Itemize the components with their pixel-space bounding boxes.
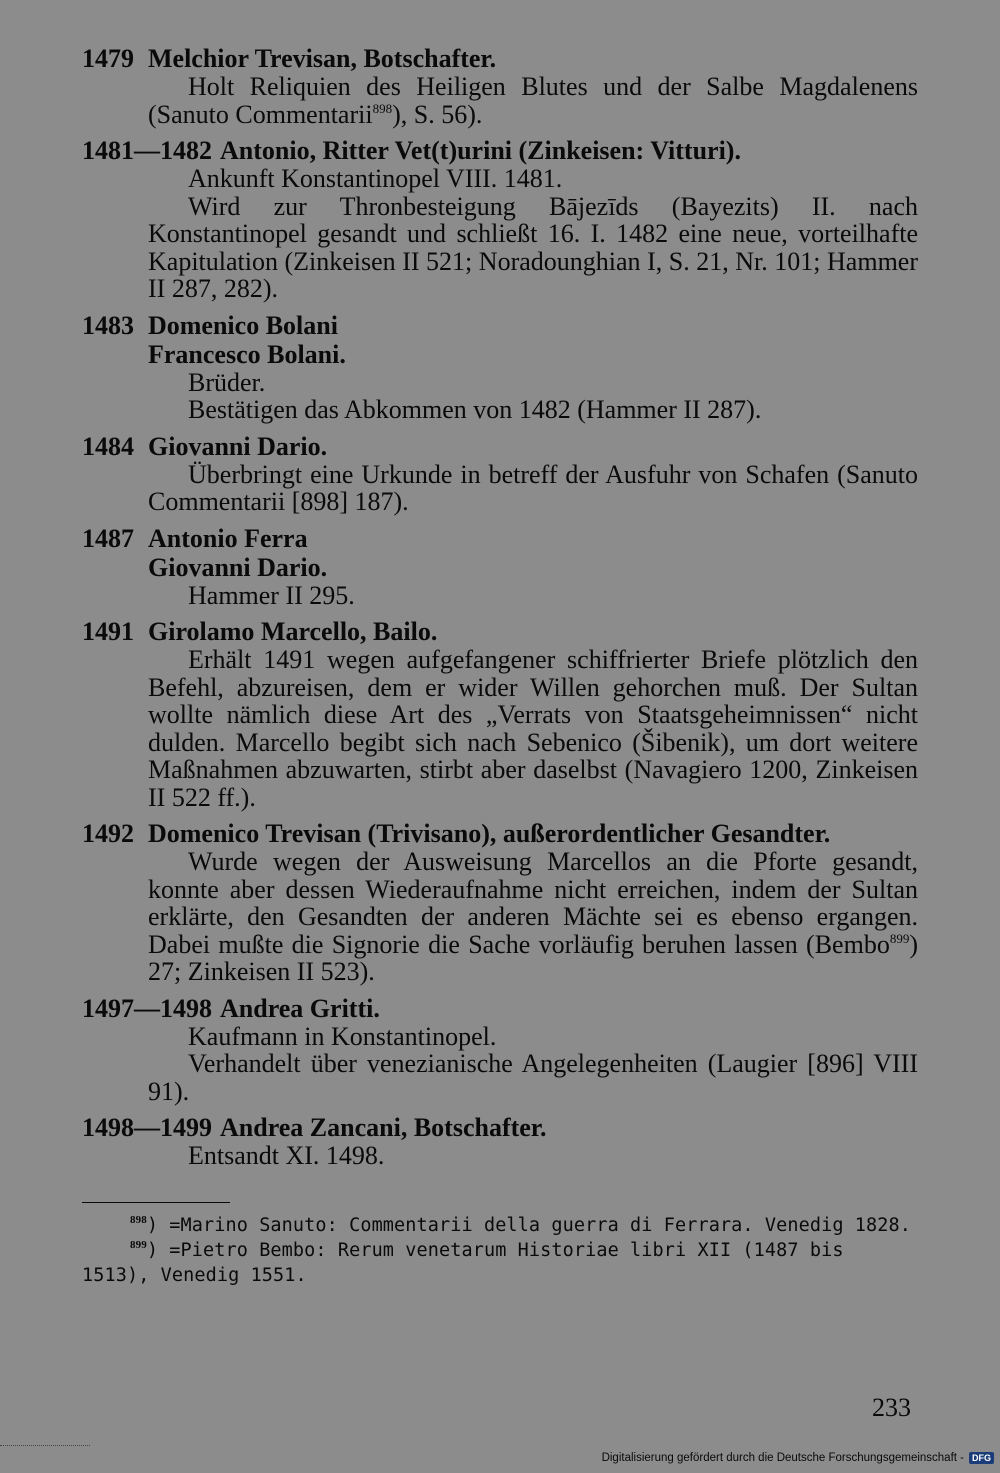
entry-year: 1498—1499 <box>82 1113 212 1142</box>
footnote <box>82 1238 918 1288</box>
envoy-name: Andrea Gritti. <box>220 993 380 1023</box>
entry-text <box>82 193 918 303</box>
entry-text-part: Hammer II 295. <box>188 580 355 610</box>
entry-text <box>82 369 918 397</box>
footnote-ref: 898 <box>372 100 393 116</box>
entry-text <box>82 396 918 424</box>
entry-year: 1497—1498 <box>82 993 212 1023</box>
entry <box>82 994 918 1106</box>
entry <box>82 311 918 424</box>
entry <box>82 617 918 811</box>
entry-text-part: Kaufmann in Konstantinopel. <box>188 1021 497 1051</box>
entry-heading <box>82 524 918 553</box>
entry-text-part: Überbringt eine Urkunde in betreff der Ausfuhr von Schafen (Sanuto Commentarii [898] 187). <box>148 459 918 516</box>
footnote-rule <box>82 1202 230 1203</box>
entry-text-part: Wird zur Thronbesteigung Bājezīds (Bayezits) II. nach Konstantinopel gesandt und schließt 16. I. 1482 eine neue, vorteilhafte Kapitulation (Zinkeisen II 521; Noradounghian I, S. 21, Nr. 101; Hammer II 287, 282). <box>148 191 918 303</box>
entry-text <box>82 165 918 193</box>
envoy-name: Francesco Bolani. <box>148 339 346 369</box>
entry-text-part: Holt Reliquien des Heiligen Blutes und der Salbe Magdalenens (Sanuto Commentarii <box>148 72 918 129</box>
entry-text <box>82 73 918 128</box>
page-number: 233 <box>872 1393 911 1422</box>
entry-heading <box>82 1113 918 1142</box>
scan-credit-text: Digitalisierung gefördert durch die Deutsche Forschungsgemeinschaft - <box>601 1452 964 1464</box>
entry <box>82 44 918 128</box>
entry <box>82 136 918 303</box>
entry-text-part: Brüder. <box>188 367 266 397</box>
entry-text-part: ), S. 56). <box>392 99 483 129</box>
scan-credit <box>602 1452 994 1464</box>
entry-heading <box>82 311 918 340</box>
entry-text-part: ) 27; Zinkeisen II 523). <box>148 929 918 986</box>
envoy-name: Giovanni Dario. <box>148 431 328 461</box>
entry-year: 1481—1482 <box>82 136 212 165</box>
envoy-name: Domenico Bolani <box>148 310 338 340</box>
entry-text <box>82 461 918 516</box>
entry-text-part: Entsandt XI. 1498. <box>188 1141 385 1170</box>
entry-year: 1487 <box>82 523 134 553</box>
scan-artifact <box>0 1445 90 1450</box>
footnotes <box>82 1213 918 1288</box>
entry-year: 1491 <box>82 617 134 646</box>
entry-text-part: Erhält 1491 wegen aufgefangener schiffrierter Briefe plötzlich den Befehl, abzureisen, dem er wider Willen gehorchen muß. Der Sultan wollte nämlich diese Art des „Verrats von Staatsgeheimnissen“ nicht dulden. Marcello begibt sich nach Sebenico (Šibenik), um dort weitere Maßnahmen abzuwarten, stirbt aber daselbst (Navagiero 1200, Zinkeisen II 522 ff.). <box>148 645 918 812</box>
entry <box>82 819 918 986</box>
entry-text <box>82 1142 918 1170</box>
entry-text <box>82 1050 918 1105</box>
footnote <box>82 1213 918 1238</box>
entry-heading <box>82 819 918 848</box>
envoy-name: Giovanni Dario. <box>148 552 328 582</box>
footnote-ref: 899 <box>889 930 910 946</box>
entry-heading <box>82 432 918 461</box>
document-page <box>82 44 918 1288</box>
envoy-name: Melchior Trevisan, Botschafter. <box>148 44 497 73</box>
entry-text <box>82 582 918 610</box>
entry-text-part: Wurde wegen der Ausweisung Marcellos an die Pforte gesandt, konnte aber dessen Wiederaufnahme nicht erreichen, indem der Sultan erklärte, den Gesandten der anderen Mächte sei es ebenso ergangen. Dabei mußte die Signorie die Sache vorläufig beruhen lassen (Bembo <box>148 847 918 959</box>
entry-year: 1492 <box>82 819 134 848</box>
envoy-name: Andrea Zancani, Botschafter. <box>220 1113 547 1142</box>
entry-heading <box>82 136 918 165</box>
entry <box>82 524 918 610</box>
entry-heading <box>82 44 918 73</box>
footnote-mark: 898 <box>130 1213 147 1226</box>
entry-text <box>82 646 918 811</box>
entry-list <box>82 44 918 1170</box>
entry-text-part: Ankunft Konstantinopel VIII. 1481. <box>188 164 563 193</box>
footnote-mark: 899 <box>130 1238 147 1251</box>
entry <box>82 432 918 516</box>
entry-heading <box>82 617 918 646</box>
entry-text <box>82 1023 918 1051</box>
footnote-text: ) =Pietro Bembo: Rerum venetarum Historiae libri XII (1487 bis 1513), Venedig 1551. <box>82 1239 844 1286</box>
entry <box>82 1113 918 1170</box>
envoy-name: Girolamo Marcello, Bailo. <box>148 617 438 646</box>
entry-text <box>82 848 918 986</box>
entry-year: 1479 <box>82 44 134 73</box>
entry-heading <box>82 994 918 1023</box>
entry-year: 1483 <box>82 310 134 340</box>
entry-text-part: Verhandelt über venezianische Angelegenheiten (Laugier [896] VIII 91). <box>148 1049 918 1106</box>
envoy-name: Antonio, Ritter Vet(t)urini (Zinkeisen: Vitturi). <box>220 136 741 165</box>
dfg-logo-icon: DFG <box>969 1452 994 1464</box>
envoy-name: Antonio Ferra <box>148 523 308 553</box>
entry-text-part: Bestätigen das Abkommen von 1482 (Hammer II 287). <box>188 395 762 424</box>
entry-year: 1484 <box>82 431 134 461</box>
envoy-name: Domenico Trevisan (Trivisano), außerordentlicher Gesandter. <box>148 819 831 848</box>
footnote-text: ) =Marino Sanuto: Commentarii della guerra di Ferrara. Venedig 1828. <box>146 1214 911 1236</box>
